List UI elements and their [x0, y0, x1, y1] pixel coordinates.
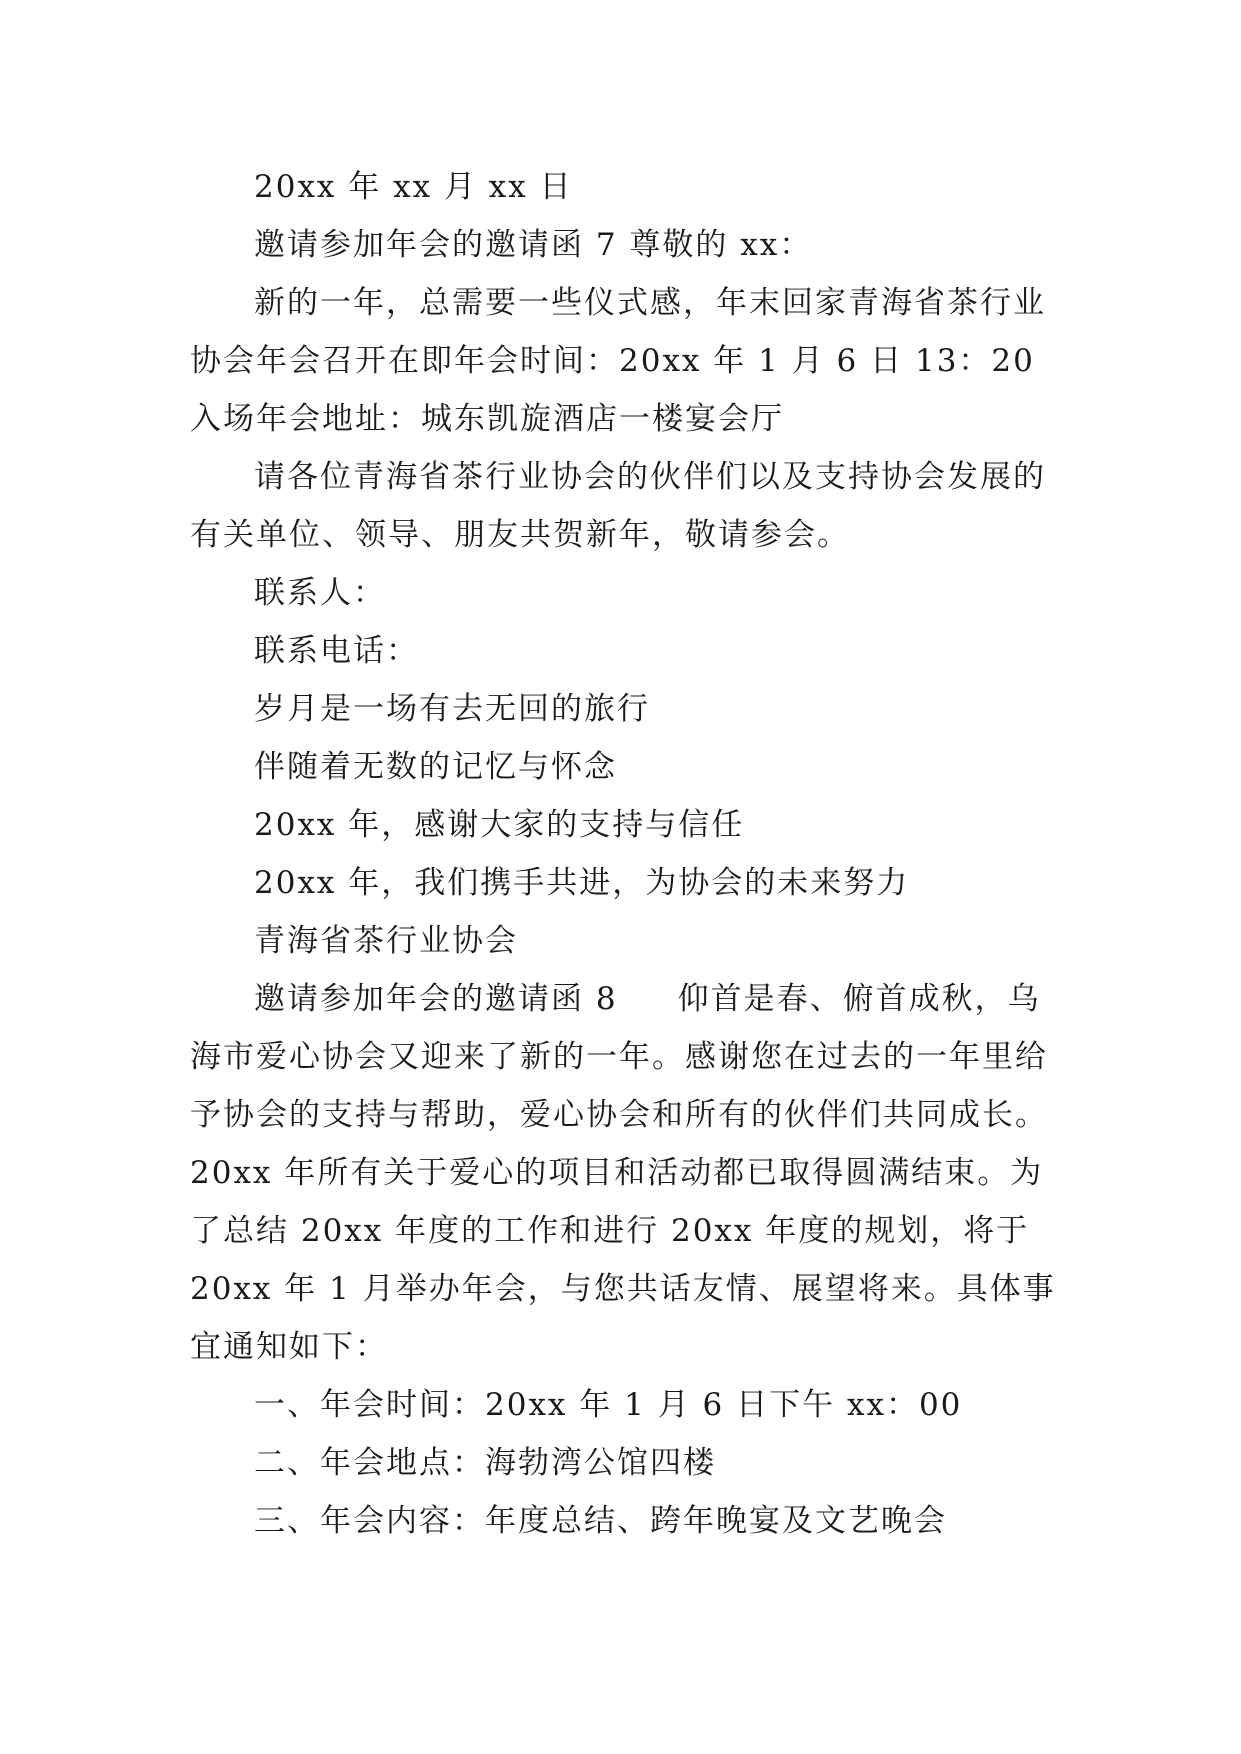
item-content: 三、年会内容：年度总结、跨年晚宴及文艺晚会 — [254, 1503, 947, 1539]
contact-phone-label: 联系电话： — [254, 633, 419, 669]
item-location: 二、年会地点：海勃湾公馆四楼 — [254, 1445, 716, 1481]
invitation-8-paragraph — [190, 970, 1070, 1376]
invitation-8-body: 仰首是春、俯首成秋，乌海市爱心协会又迎来了新的一年。感谢您在过去的一年里给予协会的支持与帮助，爱心协会和所有的伙伴们共同成长。20xx 年所有关于爱心的项目和活动都已取得圆满结束。为了总结 20xx 年度的工作和进行 20xx 年度的规划，将于 20xx 年 1 月举办年会，与您共话友情、展望将来。具体事宜通知如下： — [190, 981, 1056, 1365]
document-body — [190, 158, 1070, 1550]
verse-line-2: 伴随着无数的记忆与怀念 — [254, 749, 617, 785]
organization-signature: 青海省茶行业协会 — [254, 923, 518, 959]
invitation-7-heading: 邀请参加年会的邀请函 7 尊敬的 xx： — [254, 227, 813, 263]
verse-line-4: 20xx 年，我们携手共进，为协会的未来努力 — [254, 865, 910, 901]
invitation-7-details: 新的一年，总需要一些仪式感，年末回家青海省茶行业协会年会召开在即年会时间：20xx 年 1 月 6 日 13：20 入场年会地址：城东凯旋酒店一楼宴会厅 — [190, 285, 1046, 437]
invitation-7-request: 请各位青海省茶行业协会的伙伴们以及支持协会发展的有关单位、领导、朋友共贺新年，敬请参会。 — [190, 459, 1046, 553]
verse-line-3: 20xx 年，感谢大家的支持与信任 — [254, 807, 745, 843]
date-line: 20xx 年 xx 月 xx 日 — [254, 169, 573, 205]
item-time: 一、年会时间：20xx 年 1 月 6 日下午 xx：00 — [254, 1387, 963, 1423]
contact-person-label: 联系人： — [254, 575, 386, 611]
verse-line-1: 岁月是一场有去无回的旅行 — [254, 691, 650, 727]
invitation-8-heading: 邀请参加年会的邀请函 8 — [254, 981, 618, 1017]
